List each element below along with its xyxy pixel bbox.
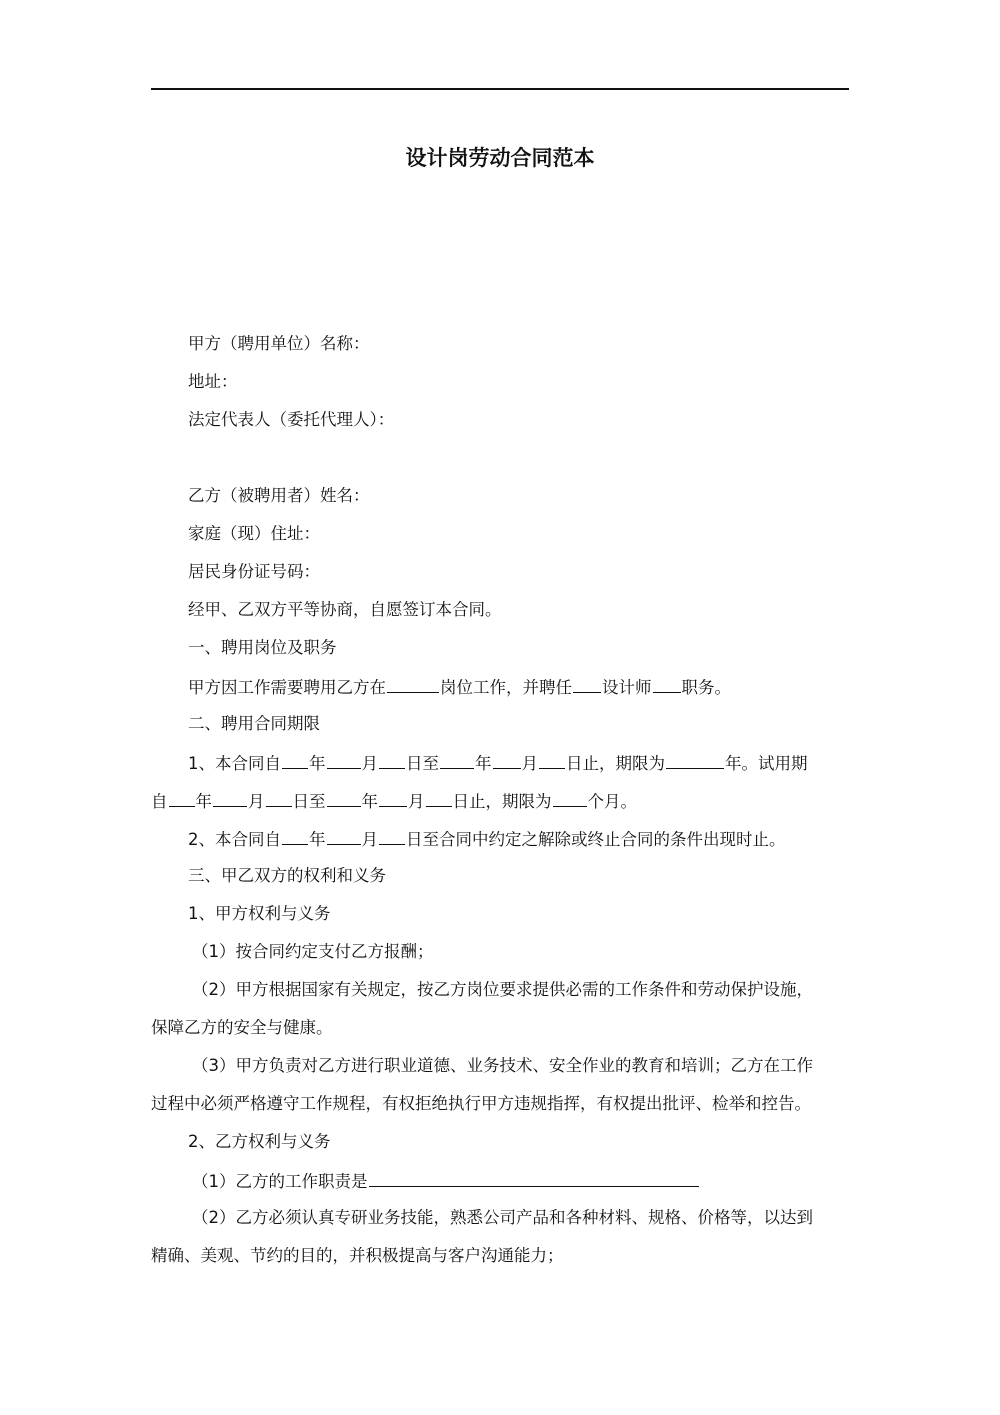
clause2-month-blank — [327, 826, 361, 845]
preamble: 经甲、乙双方平等协商，自愿签订本合同。 — [188, 600, 502, 619]
trial-months-blank — [553, 788, 587, 807]
title-blank-1 — [573, 674, 601, 693]
section2-clause1-line1 — [188, 750, 808, 776]
section1-text-a: 甲方因工作需要聘用乙方在 — [188, 678, 386, 697]
start-year-blank — [282, 750, 308, 769]
post-blank — [387, 674, 439, 693]
trial-start-year-blank — [169, 788, 195, 807]
section2-heading: 二、聘用合同期限 — [188, 714, 320, 733]
clause2-day-blank — [379, 826, 405, 845]
end-year-blank — [440, 750, 474, 769]
party-a-item-2-line2: 保障乙方的安全与健康。 — [151, 1018, 333, 1037]
month-unit: 月 — [248, 792, 265, 811]
term-end-text: 年。试用期 — [725, 754, 808, 773]
month-unit: 月 — [521, 754, 538, 773]
party-a-item-1: （1）按合同约定支付乙方报酬； — [192, 942, 434, 961]
trial-end-text: 个月。 — [587, 792, 637, 811]
trial-start-day-blank — [266, 788, 292, 807]
party-a-item-2-line1: （2）甲方根据国家有关规定，按乙方岗位要求提供必需的工作条件和劳动保护设施， — [192, 980, 813, 999]
section1-text-d: 职务。 — [681, 678, 731, 697]
trial-end-year-blank — [327, 788, 361, 807]
end-day-blank — [539, 750, 565, 769]
party-b-item-1-text: （1）乙方的工作职责是 — [192, 1172, 368, 1191]
section1-heading: 一、聘用岗位及职务 — [188, 638, 337, 657]
trial-start-month-blank — [213, 788, 247, 807]
day-to-unit: 日至 — [292, 792, 326, 811]
section1-text-b: 岗位工作，并聘任 — [440, 678, 572, 697]
party-a-rights-heading: 1、甲方权利与义务 — [188, 904, 331, 923]
party-a-name-label: 甲方（聘用单位）名称： — [188, 334, 370, 353]
party-a-representative-label: 法定代表人（委托代理人）： — [188, 410, 395, 429]
month-unit: 月 — [361, 754, 378, 773]
party-b-item-2-line1: （2）乙方必须认真专研业务技能，熟悉公司产品和各种材料、规格、价格等，以达到 — [192, 1208, 813, 1227]
clause2-prefix: 2、本合同自 — [188, 830, 281, 849]
trial-end-month-blank — [379, 788, 407, 807]
party-b-item-2-line2: 精确、美观、节约的目的，并积极提高与客户沟通能力； — [151, 1246, 564, 1265]
party-a-item-3-line1: （3）甲方负责对乙方进行职业道德、业务技术、安全作业的教育和培训；乙方在工作 — [192, 1056, 813, 1075]
section1-body — [188, 674, 731, 700]
title-blank-2 — [653, 674, 681, 693]
year-unit: 年 — [475, 754, 492, 773]
trial-prefix: 自 — [151, 792, 168, 811]
year-unit: 年 — [309, 754, 326, 773]
header-rule — [151, 88, 849, 90]
month-unit: 月 — [408, 792, 425, 811]
section1-text-c: 设计师 — [602, 678, 652, 697]
party-b-name-label: 乙方（被聘用者）姓名： — [188, 486, 370, 505]
clause2-year-blank — [282, 826, 308, 845]
section2-clause1-line2 — [151, 788, 637, 814]
year-unit: 年 — [195, 792, 212, 811]
party-b-id-label: 居民身份证号码： — [188, 562, 320, 581]
section3-heading: 三、甲乙双方的权利和义务 — [188, 866, 386, 885]
document-title: 设计岗劳动合同范本 — [405, 146, 595, 170]
clause1-prefix: 1、本合同自 — [188, 754, 281, 773]
party-a-item-3-line2: 过程中必须严格遵守工作规程，有权拒绝执行甲方违规指挥，有权提出批评、检举和控告。 — [151, 1094, 811, 1113]
clause2-suffix: 日至合同中约定之解除或终止合同的条件出现时止。 — [406, 830, 786, 849]
trial-end-day-blank — [426, 788, 452, 807]
party-b-item-1 — [192, 1168, 700, 1194]
duties-blank — [369, 1168, 699, 1187]
year-unit: 年 — [361, 792, 378, 811]
party-a-address-label: 地址： — [188, 372, 238, 391]
party-b-home-address-label: 家庭（现）住址： — [188, 524, 320, 543]
end-month-blank — [493, 750, 521, 769]
term-years-blank — [666, 750, 724, 769]
day-end-unit: 日止，期限为 — [566, 754, 665, 773]
day-end-unit: 日止，期限为 — [452, 792, 552, 811]
start-day-blank — [379, 750, 405, 769]
start-month-blank — [327, 750, 361, 769]
party-b-rights-heading: 2、乙方权利与义务 — [188, 1132, 331, 1151]
month-unit: 月 — [361, 830, 378, 849]
section2-clause2 — [188, 826, 786, 852]
year-unit: 年 — [309, 830, 326, 849]
day-to-unit: 日至 — [406, 754, 439, 773]
